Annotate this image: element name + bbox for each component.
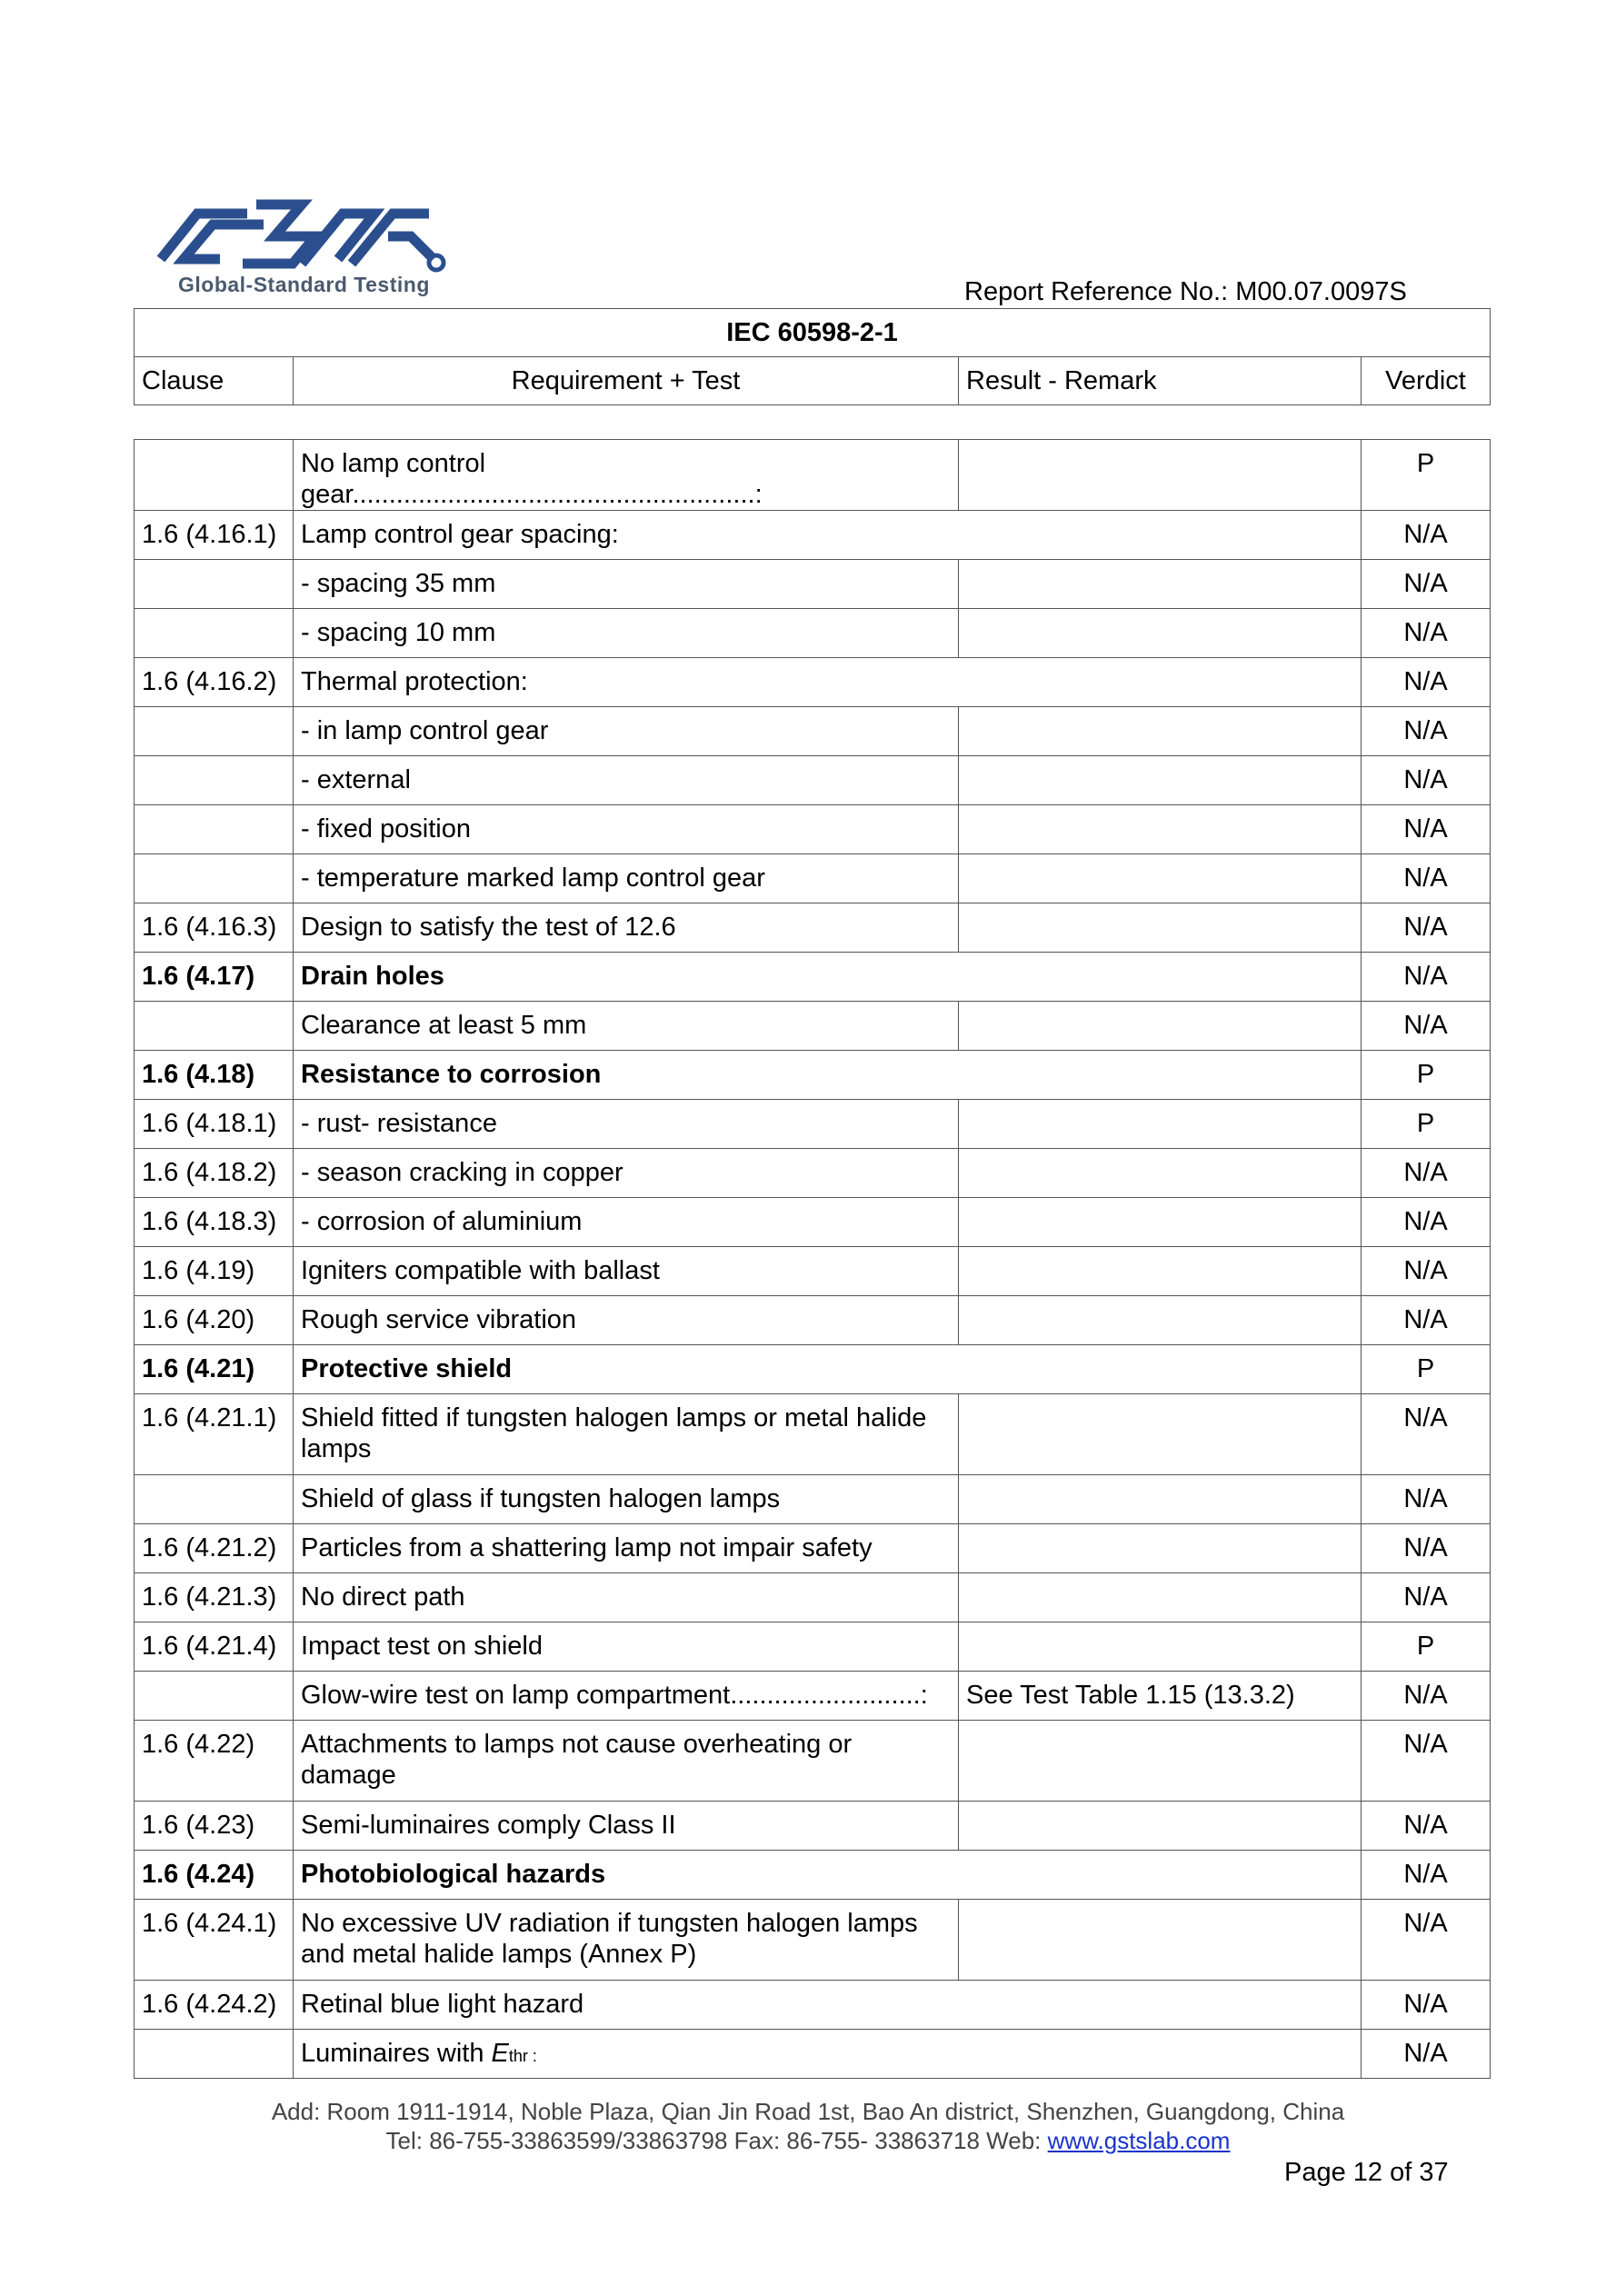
requirement-cell: Retinal blue light hazard (294, 1981, 1362, 2030)
result-cell (959, 1149, 1362, 1198)
clause-cell (135, 440, 294, 511)
requirement-cell: Semi-luminaires comply Class II (294, 1802, 959, 1851)
verdict-cell: N/A (1362, 1573, 1491, 1622)
verdict-cell: N/A (1362, 854, 1491, 903)
requirement-cell (294, 2030, 1362, 2079)
verdict-cell: N/A (1362, 756, 1491, 805)
requirement-cell: Particles from a shattering lamp not impair safety (294, 1524, 959, 1573)
clause-cell: 1.6 (4.16.1) (135, 511, 294, 560)
table-row (135, 1394, 1491, 1475)
requirement-cell: Glow-wire test on lamp compartment..........................: (294, 1672, 959, 1721)
result-cell (959, 1524, 1362, 1573)
result-cell (959, 1802, 1362, 1851)
requirement-cell: - in lamp control gear (294, 707, 959, 756)
clause-cell: 1.6 (4.18) (135, 1051, 294, 1100)
requirement-cell: - spacing 10 mm (294, 609, 959, 658)
result-cell (959, 903, 1362, 953)
clause-cell: 1.6 (4.18.2) (135, 1149, 294, 1198)
verdict-cell: N/A (1362, 1981, 1491, 2030)
requirement-cell: Impact test on shield (294, 1622, 959, 1672)
table-row (135, 1622, 1491, 1672)
verdict-cell: N/A (1362, 609, 1491, 658)
verdict-cell: N/A (1362, 511, 1491, 560)
requirement-cell: Resistance to corrosion (294, 1051, 1362, 1100)
requirement-cell: - spacing 35 mm (294, 560, 959, 609)
col-clause: Clause (135, 357, 294, 405)
table-row (135, 440, 1491, 511)
verdict-cell: N/A (1362, 1296, 1491, 1345)
clause-cell: 1.6 (4.24.2) (135, 1981, 294, 2030)
verdict-cell: N/A (1362, 1394, 1491, 1475)
table-row (135, 609, 1491, 658)
col-result: Result - Remark (959, 357, 1362, 405)
clause-cell: 1.6 (4.22) (135, 1721, 294, 1802)
clause-cell: 1.6 (4.17) (135, 953, 294, 1002)
requirement-text: Luminaires with (301, 2039, 492, 2068)
footer-contact-text: Tel: 86-755-33863599/33863798 Fax: 86-755- 33863718 Web: (385, 2127, 1048, 2154)
requirement-cell: - fixed position (294, 805, 959, 854)
clause-cell: 1.6 (4.21.2) (135, 1524, 294, 1573)
requirement-cell: Igniters compatible with ballast (294, 1247, 959, 1296)
result-cell (959, 854, 1362, 903)
requirement-cell: Design to satisfy the test of 12.6 (294, 903, 959, 953)
verdict-cell: P (1362, 440, 1491, 511)
clause-cell (135, 1672, 294, 1721)
result-cell (959, 1296, 1362, 1345)
table-row (135, 560, 1491, 609)
table-row (135, 854, 1491, 903)
requirement-cell: Clearance at least 5 mm (294, 1002, 959, 1051)
table-row (135, 1475, 1491, 1524)
clause-cell: 1.6 (4.18.1) (135, 1100, 294, 1149)
verdict-cell: N/A (1362, 1802, 1491, 1851)
requirement-cell: Attachments to lamps not cause overheating or damage (294, 1721, 959, 1802)
verdict-cell: N/A (1362, 903, 1491, 953)
result-cell (959, 1394, 1362, 1475)
verdict-cell: P (1362, 1622, 1491, 1672)
result-cell (959, 1475, 1362, 1524)
clause-cell: 1.6 (4.21.3) (135, 1573, 294, 1622)
result-cell (959, 707, 1362, 756)
table-row (135, 1573, 1491, 1622)
verdict-cell: N/A (1362, 1524, 1491, 1573)
clause-cell (135, 609, 294, 658)
logo-text: Global-Standard Testing (178, 273, 430, 296)
clause-cell (135, 756, 294, 805)
requirement-cell: Drain holes (294, 953, 1362, 1002)
result-cell (959, 1100, 1362, 1149)
requirement-cell: No excessive UV radiation if tungsten halogen lamps and metal halide lamps (Annex P) (294, 1900, 959, 1981)
requirement-cell: Thermal protection: (294, 658, 1362, 707)
clause-cell: 1.6 (4.21.1) (135, 1394, 294, 1475)
clause-cell: 1.6 (4.21.4) (135, 1622, 294, 1672)
table-row (135, 805, 1491, 854)
clause-cell: 1.6 (4.23) (135, 1802, 294, 1851)
requirement-cell: - temperature marked lamp control gear (294, 854, 959, 903)
footer-address: Add: Room 1911-1914, Noble Plaza, Qian Jin Road 1st, Bao An district, Shenzhen, Guangdong, China (271, 2098, 1345, 2125)
verdict-cell: N/A (1362, 560, 1491, 609)
requirement-cell: Protective shield (294, 1345, 1362, 1394)
clause-cell (135, 805, 294, 854)
table-row (135, 1100, 1491, 1149)
result-cell (959, 1198, 1362, 1247)
result-cell (959, 609, 1362, 658)
standard-title: IEC 60598-2-1 (135, 309, 1491, 357)
clause-cell (135, 1475, 294, 1524)
result-cell (959, 805, 1362, 854)
requirement-cell: - corrosion of aluminium (294, 1198, 959, 1247)
verdict-cell: N/A (1362, 953, 1491, 1002)
table-row (135, 903, 1491, 953)
table-row (135, 1524, 1491, 1573)
requirement-cell: Lamp control gear spacing: (294, 511, 1362, 560)
requirement-cell: No lamp control gear.......................................................: (294, 440, 959, 511)
requirement-subscript: thr : (508, 2047, 537, 2065)
clause-cell: 1.6 (4.21) (135, 1345, 294, 1394)
clause-cell (135, 2030, 294, 2079)
requirement-cell: - external (294, 756, 959, 805)
table-row (135, 1345, 1491, 1394)
result-cell (959, 560, 1362, 609)
clause-cell: 1.6 (4.16.3) (135, 903, 294, 953)
verdict-cell: N/A (1362, 1900, 1491, 1981)
table-row (135, 1198, 1491, 1247)
requirement-cell: No direct path (294, 1573, 959, 1622)
requirement-symbol: E (491, 2039, 509, 2068)
page-number: Page 12 of 37 (1284, 2158, 1449, 2187)
table-row (135, 1149, 1491, 1198)
header-table (134, 308, 1491, 405)
table-row (135, 1672, 1491, 1721)
result-cell (959, 1573, 1362, 1622)
verdict-cell: P (1362, 1051, 1491, 1100)
clause-cell: 1.6 (4.24) (135, 1851, 294, 1900)
table-row (135, 2030, 1491, 2079)
result-cell: See Test Table 1.15 (13.3.2) (959, 1672, 1362, 1721)
table-row (135, 1247, 1491, 1296)
footer-web-link[interactable]: www.gstslab.com (1047, 2127, 1231, 2154)
result-cell (959, 1247, 1362, 1296)
requirement-cell: Shield of glass if tungsten halogen lamps (294, 1475, 959, 1524)
footer-contact (0, 2127, 1616, 2155)
clause-cell: 1.6 (4.20) (135, 1296, 294, 1345)
clause-cell: 1.6 (4.16.2) (135, 658, 294, 707)
table-row (135, 1721, 1491, 1802)
requirement-cell: - season cracking in copper (294, 1149, 959, 1198)
clause-cell: 1.6 (4.19) (135, 1247, 294, 1296)
table-row (135, 1002, 1491, 1051)
table-row (135, 1900, 1491, 1981)
clause-cell: 1.6 (4.18.3) (135, 1198, 294, 1247)
result-cell (959, 1900, 1362, 1981)
report-reference: Report Reference No.: M00.07.0097S (964, 277, 1407, 306)
result-cell (959, 440, 1362, 511)
clause-cell (135, 707, 294, 756)
requirement-cell: Shield fitted if tungsten halogen lamps or metal halide lamps (294, 1394, 959, 1475)
verdict-cell: N/A (1362, 707, 1491, 756)
verdict-cell: N/A (1362, 1247, 1491, 1296)
verdict-cell: P (1362, 1345, 1491, 1394)
clause-cell (135, 560, 294, 609)
result-cell (959, 1622, 1362, 1672)
table-row (135, 953, 1491, 1002)
col-verdict: Verdict (1362, 357, 1491, 405)
table-row (135, 1051, 1491, 1100)
table-row (135, 1296, 1491, 1345)
table-row (135, 511, 1491, 560)
table-row (135, 1981, 1491, 2030)
verdict-cell: N/A (1362, 1149, 1491, 1198)
verdict-cell: N/A (1362, 1002, 1491, 1051)
table-row (135, 1802, 1491, 1851)
verdict-cell: N/A (1362, 1672, 1491, 1721)
verdict-cell: N/A (1362, 1475, 1491, 1524)
clause-cell (135, 1002, 294, 1051)
table-row (135, 707, 1491, 756)
verdict-cell: N/A (1362, 2030, 1491, 2079)
verdict-cell: N/A (1362, 1721, 1491, 1802)
table-row (135, 658, 1491, 707)
col-requirement: Requirement + Test (294, 357, 959, 405)
verdict-cell: P (1362, 1100, 1491, 1149)
requirement-cell: Rough service vibration (294, 1296, 959, 1345)
clause-cell (135, 854, 294, 903)
result-cell (959, 1721, 1362, 1802)
clause-table (134, 439, 1491, 2079)
verdict-cell: N/A (1362, 1851, 1491, 1900)
result-cell (959, 756, 1362, 805)
clause-cell: 1.6 (4.24.1) (135, 1900, 294, 1981)
result-cell (959, 1002, 1362, 1051)
verdict-cell: N/A (1362, 1198, 1491, 1247)
table-row (135, 756, 1491, 805)
requirement-cell: Photobiological hazards (294, 1851, 1362, 1900)
verdict-cell: N/A (1362, 805, 1491, 854)
requirement-cell: - rust- resistance (294, 1100, 959, 1149)
table-row (135, 1851, 1491, 1900)
verdict-cell: N/A (1362, 658, 1491, 707)
